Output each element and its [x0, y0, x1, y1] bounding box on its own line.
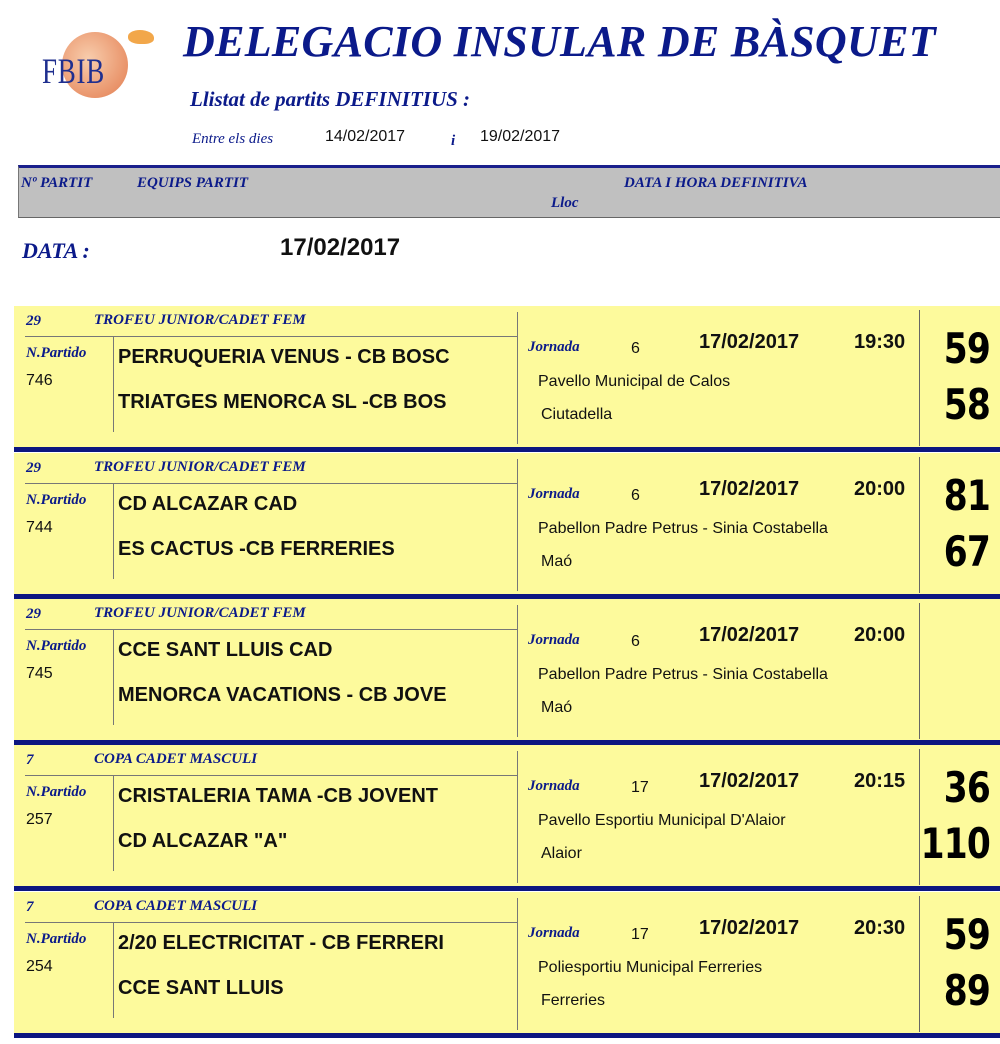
npartido-label: N.Partido — [26, 492, 87, 508]
category-number: 29 — [26, 313, 41, 329]
date-range-from: 14/02/2017 — [325, 128, 406, 145]
jornada-label: Jornada — [528, 486, 580, 502]
npartido-label: N.Partido — [26, 931, 87, 947]
match-date: 17/02/2017 — [699, 624, 800, 646]
divider — [919, 603, 920, 739]
match-date: 17/02/2017 — [699, 331, 800, 353]
away-team: MENORCA VACATIONS - CB JOVE — [118, 684, 447, 706]
match-date: 17/02/2017 — [699, 770, 800, 792]
jornada-number: 6 — [631, 633, 640, 650]
jornada-number: 6 — [631, 487, 640, 504]
match-row — [14, 892, 1000, 1038]
jornada-label: Jornada — [528, 925, 580, 941]
category-number: 29 — [26, 460, 41, 476]
match-date: 17/02/2017 — [699, 917, 800, 939]
column-lloc: Lloc — [551, 195, 579, 211]
away-score: 58 — [943, 380, 990, 429]
jornada-number: 6 — [631, 340, 640, 357]
match-town: Ciutadella — [541, 406, 613, 423]
logo-text: FBIB — [42, 51, 106, 91]
row-separator — [14, 886, 1000, 891]
date-range-label: Entre els dies — [192, 131, 274, 147]
match-venue: Poliesportiu Municipal Ferreries — [538, 959, 763, 976]
home-team: CD ALCAZAR CAD — [118, 493, 298, 515]
npartido-value: 744 — [26, 519, 53, 536]
jornada-label: Jornada — [528, 632, 580, 648]
divider — [25, 336, 517, 337]
jornada-label: Jornada — [528, 778, 580, 794]
day-label: DATA : — [22, 238, 90, 263]
divider — [517, 898, 518, 1030]
divider — [113, 484, 114, 579]
category-number: 7 — [26, 752, 34, 768]
date-range-to: 19/02/2017 — [480, 128, 561, 145]
match-venue: Pabellon Padre Petrus - Sinia Costabella — [538, 520, 828, 537]
match-venue: Pabellon Padre Petrus - Sinia Costabella — [538, 666, 828, 683]
column-data-hora: DATA I HORA DEFINITIVA — [624, 175, 808, 191]
away-team: ES CACTUS -CB FERRERIES — [118, 538, 395, 560]
row-separator — [14, 1033, 1000, 1038]
home-score: 59 — [943, 910, 990, 959]
category-name: TROFEU JUNIOR/CADET FEM — [94, 605, 306, 621]
divider — [113, 337, 114, 432]
divider — [25, 629, 517, 630]
match-time: 20:30 — [854, 917, 906, 939]
home-score: 59 — [943, 324, 990, 373]
match-row — [14, 599, 1000, 745]
date-range-separator: i — [451, 133, 456, 149]
home-team: 2/20 ELECTRICITAT - CB FERRERI — [118, 932, 444, 954]
column-header-bar — [18, 165, 1000, 218]
match-town: Maó — [541, 553, 573, 570]
npartido-label: N.Partido — [26, 345, 87, 361]
jornada-label: Jornada — [528, 339, 580, 355]
npartido-value: 746 — [26, 372, 53, 389]
match-venue: Pavello Esportiu Municipal D'Alaior — [538, 812, 786, 829]
match-venue: Pavello Municipal de Calos — [538, 373, 731, 390]
divider — [25, 775, 517, 776]
divider — [113, 630, 114, 725]
divider — [517, 312, 518, 444]
category-name: COPA CADET MASCULI — [94, 751, 258, 767]
away-score: 67 — [943, 527, 990, 576]
npartido-value: 745 — [26, 665, 53, 682]
match-time: 20:00 — [854, 624, 906, 646]
away-team: CCE SANT LLUIS — [118, 977, 284, 999]
jornada-number: 17 — [631, 779, 649, 796]
away-team: CD ALCAZAR "A" — [118, 830, 288, 852]
match-town: Alaior — [541, 845, 582, 862]
column-npartit: Nº PARTIT — [21, 175, 93, 191]
npartido-label: N.Partido — [26, 784, 87, 800]
match-date: 17/02/2017 — [699, 478, 800, 500]
npartido-label: N.Partido — [26, 638, 87, 654]
page-title: DELEGACIO INSULAR DE BÀSQUET — [183, 17, 936, 66]
home-score: 36 — [943, 763, 990, 812]
divider — [25, 483, 517, 484]
row-separator — [14, 447, 1000, 452]
npartido-value: 254 — [26, 958, 53, 975]
divider — [113, 776, 114, 871]
divider — [25, 922, 517, 923]
match-row — [14, 745, 1000, 891]
away-team: TRIATGES MENORCA SL -CB BOS — [118, 391, 447, 413]
jornada-number: 17 — [631, 926, 649, 943]
match-town: Maó — [541, 699, 573, 716]
divider — [113, 923, 114, 1018]
match-time: 20:15 — [854, 770, 906, 792]
npartido-value: 257 — [26, 811, 53, 828]
fbib-logo — [40, 28, 155, 108]
category-name: COPA CADET MASCULI — [94, 898, 258, 914]
island-icon — [128, 30, 154, 44]
divider — [517, 751, 518, 883]
day-value: 17/02/2017 — [280, 234, 401, 261]
match-row — [14, 453, 1000, 599]
match-row — [14, 306, 1000, 452]
category-number: 29 — [26, 606, 41, 622]
category-number: 7 — [26, 899, 34, 915]
match-time: 19:30 — [854, 331, 906, 353]
divider — [517, 459, 518, 591]
divider — [517, 605, 518, 737]
page-subtitle: Llistat de partits DEFINITIUS : — [190, 87, 471, 111]
home-score: 81 — [943, 471, 990, 520]
column-equips: EQUIPS PARTIT — [137, 175, 248, 191]
away-score: 110 — [920, 819, 990, 868]
home-team: PERRUQUERIA VENUS - CB BOSC — [118, 346, 450, 368]
home-team: CCE SANT LLUIS CAD — [118, 639, 333, 661]
category-name: TROFEU JUNIOR/CADET FEM — [94, 459, 306, 475]
home-team: CRISTALERIA TAMA -CB JOVENT — [118, 785, 438, 807]
category-name: TROFEU JUNIOR/CADET FEM — [94, 312, 306, 328]
match-time: 20:00 — [854, 478, 906, 500]
match-town: Ferreries — [541, 992, 606, 1009]
away-score: 89 — [943, 966, 990, 1015]
